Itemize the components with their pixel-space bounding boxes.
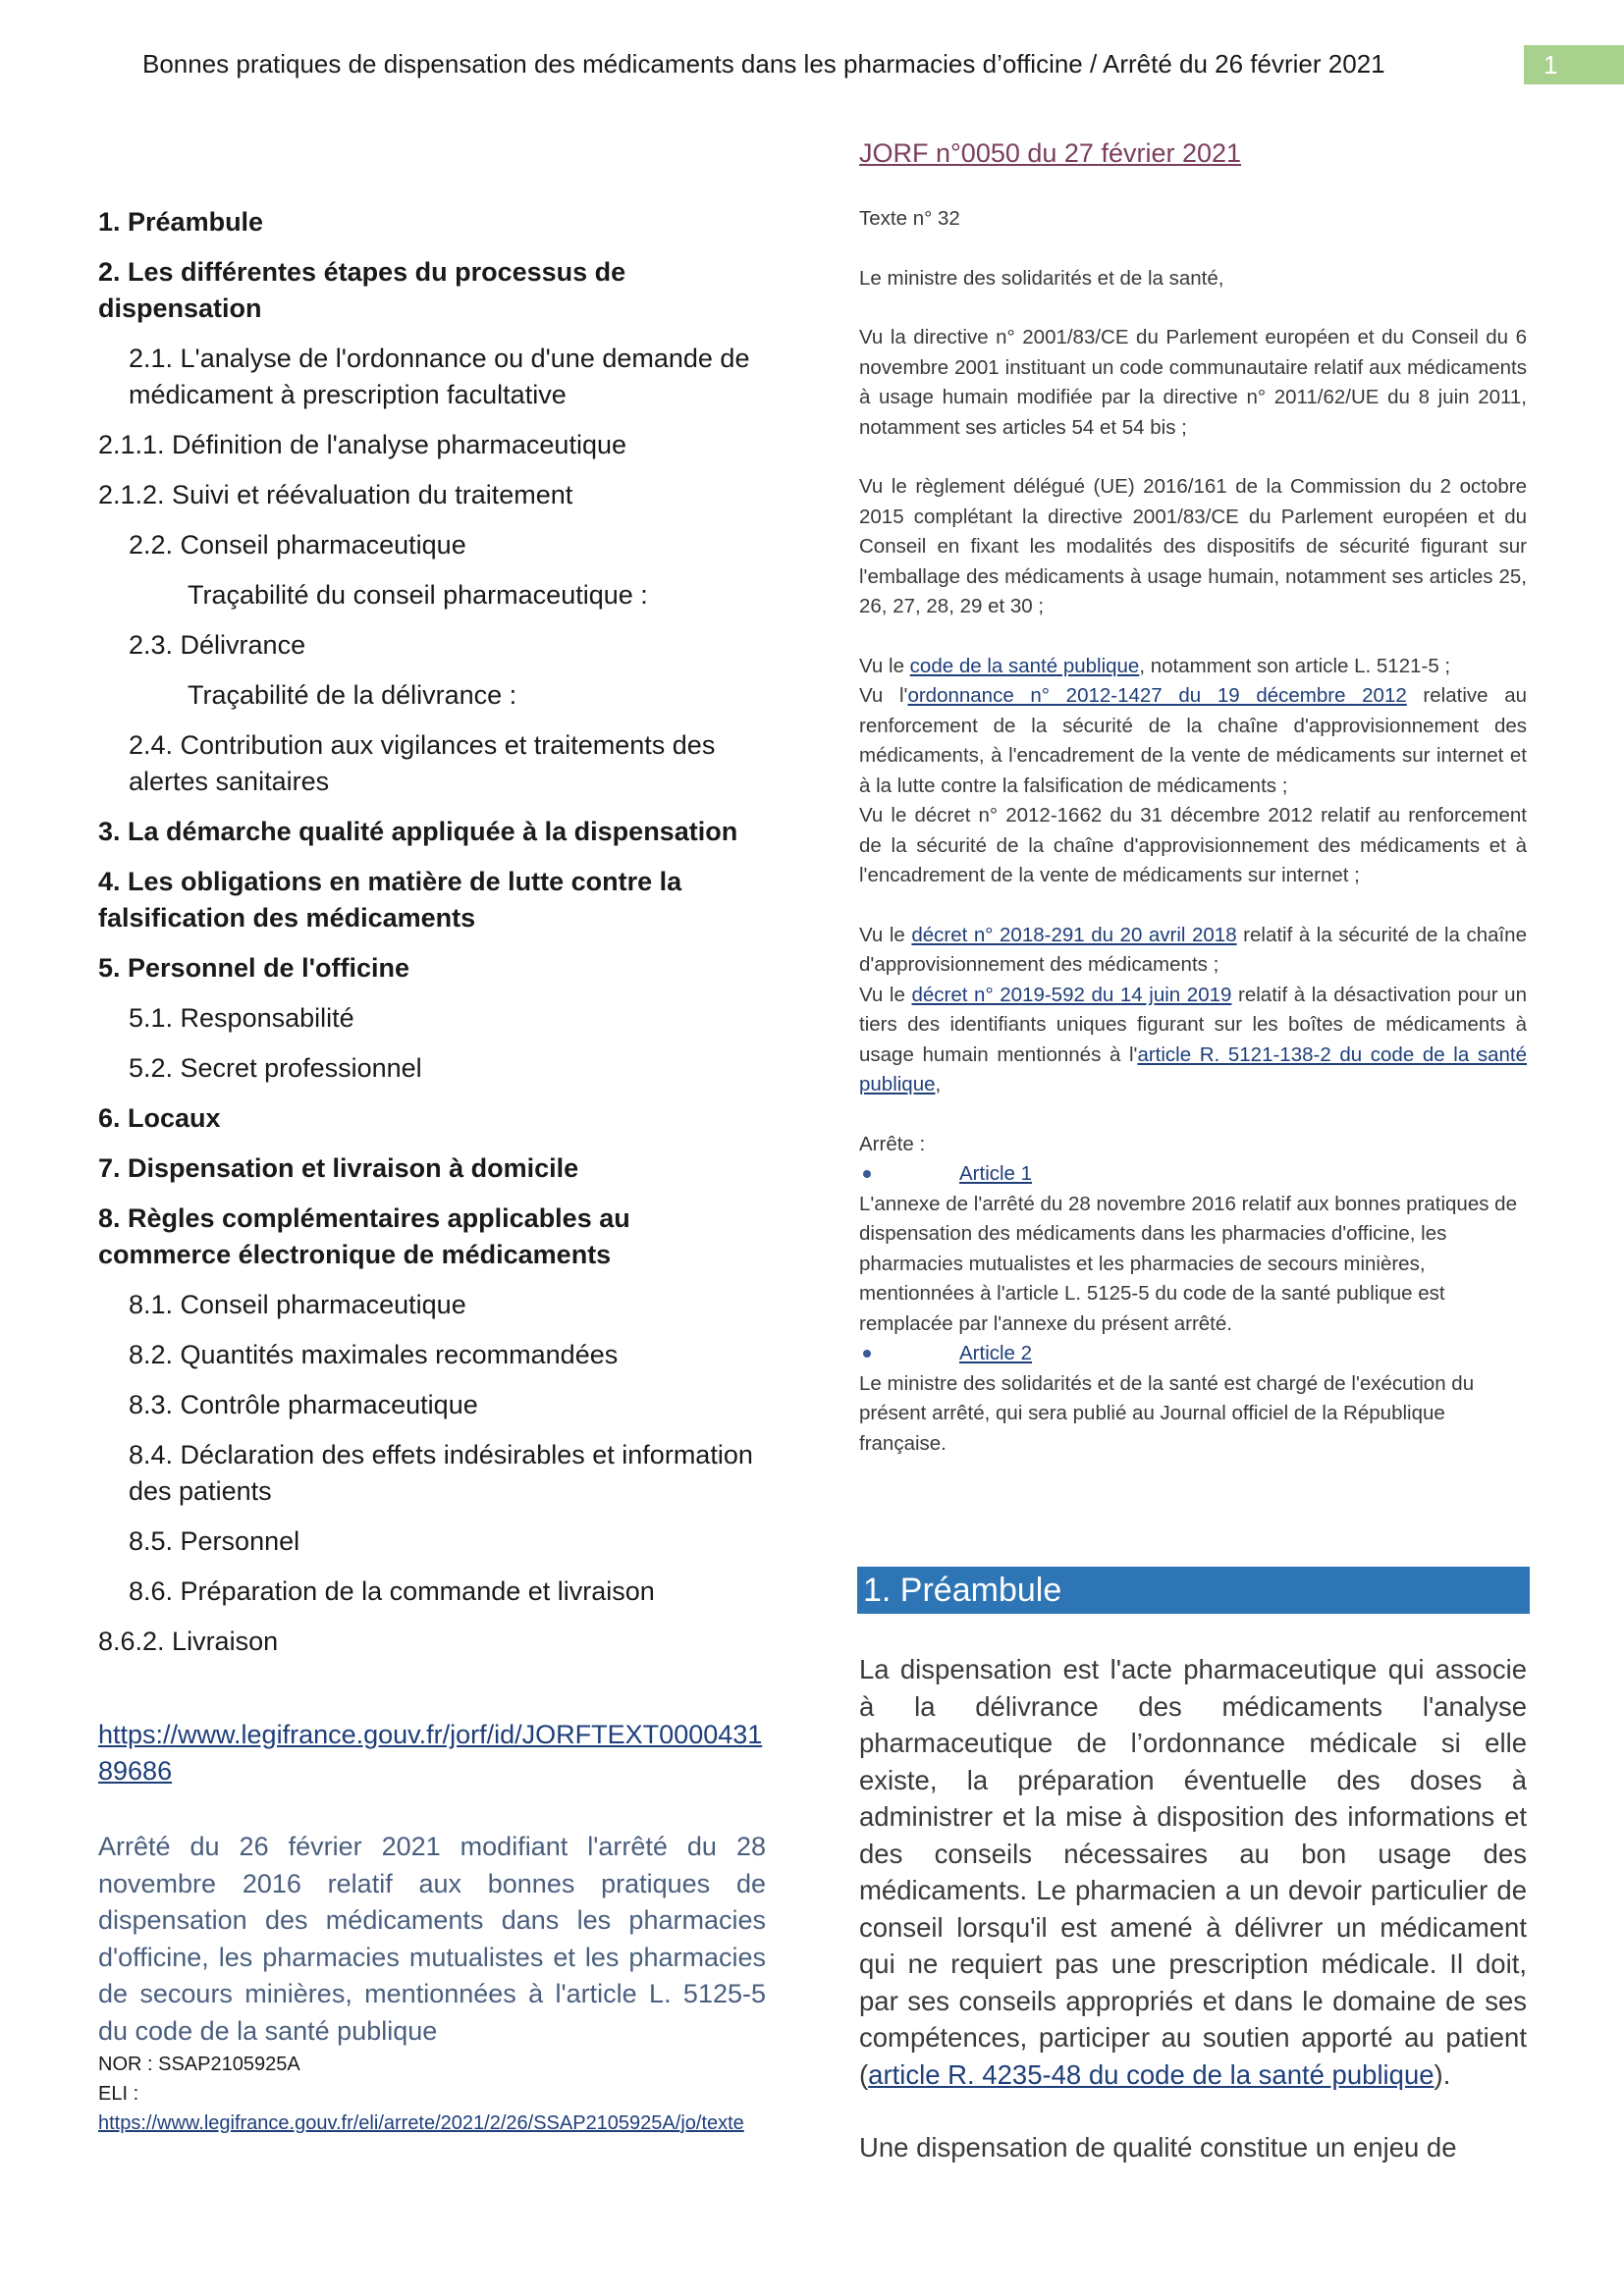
toc-item[interactable]: 2.4. Contribution aux vigilances et traitements des alertes sanitaires: [129, 730, 716, 796]
ministre-line: Le ministre des solidarités et de la santé,: [859, 266, 1224, 290]
toc-item[interactable]: 3. La démarche qualité appliquée à la dispensation: [98, 817, 738, 846]
paragraph-text: La dispensation est l'acte pharmaceutique qui associe à la délivrance des médicaments l'analyse pharmaceutique de l’ordonnance médicale si elle existe, la préparation éventuelle des doses à administrer et la mise à disposition des informations et des conseils nécessaires au bon usage des médicaments. Le pharmacien a un devoir particulier de conseil lorsqu'il est amené à délivrer un médicament qui ne requiert pas une prescription médicale. Il doit, par ses conseils appropriés et dans le domaine de ses compétences, participer au soutien apporté au patient (: [859, 1654, 1527, 2090]
toc-item[interactable]: 2.2. Conseil pharmaceutique: [129, 530, 466, 560]
toc-item[interactable]: 8.6.2. Livraison: [98, 1627, 279, 1656]
toc-item[interactable]: 2. Les différentes étapes du processus de dispensation: [98, 257, 626, 323]
article-1-link[interactable]: Article 1: [959, 1162, 1033, 1185]
page-number: 1: [1524, 45, 1624, 84]
article-2-row: [859, 1339, 1527, 1369]
left-column: [98, 204, 766, 2138]
toc-item[interactable]: 8.2. Quantités maximales recommandées: [129, 1340, 619, 1369]
vu-text: relatif à la désactivation pour un tiers des identifiants uniques figurant sur les boîtes de médicaments à usage humain mentionnés à l': [859, 983, 1527, 1066]
arrete-label: Arrête :: [859, 1132, 926, 1155]
toc-item[interactable]: 2.1.2. Suivi et réévaluation du traitement: [98, 480, 573, 509]
vu-decret-2012: Vu le décret n° 2012-1662 du 31 décembre 2012 relatif au renforcement de la sécurité de la chaîne d'approvisionnement des médicaments et à l'encadrement de la vente de médicaments sur internet ;: [859, 804, 1527, 886]
vu-code-sante: [859, 652, 1527, 682]
table-of-contents: [98, 204, 766, 1660]
running-header-title: Bonnes pratiques de dispensation des médicaments dans les pharmacies d’officine / Arrêté du 26 février 2021: [142, 49, 1385, 79]
toc-item[interactable]: 8.3. Contrôle pharmaceutique: [129, 1390, 478, 1419]
toc-item[interactable]: Traçabilité de la délivrance :: [188, 680, 517, 710]
toc-item[interactable]: 2.1. L'analyse de l'ordonnance ou d'une demande de médicament à prescription facultative: [129, 344, 750, 409]
vu-text: Vu le: [859, 983, 912, 1006]
vu-text: Vu l': [859, 684, 908, 707]
toc-item[interactable]: 8.6. Préparation de la commande et livraison: [129, 1576, 655, 1606]
jorf-heading[interactable]: JORF n°0050 du 27 février 2021: [859, 138, 1242, 168]
nor-reference: NOR : SSAP2105925A: [98, 2054, 300, 2075]
decret-2018-link[interactable]: décret n° 2018-291 du 20 avril 2018: [911, 923, 1237, 946]
vu-text: Vu le: [859, 923, 912, 946]
toc-item[interactable]: 5.2. Secret professionnel: [129, 1053, 422, 1083]
vu-decret-2018: [859, 921, 1527, 981]
section-heading-preambule: 1. Préambule: [857, 1567, 1530, 1614]
toc-item[interactable]: 8. Règles complémentaires applicables au commerce électronique de médicaments: [98, 1203, 630, 1269]
toc-item[interactable]: 6. Locaux: [98, 1103, 221, 1133]
eli-link[interactable]: https://www.legifrance.gouv.fr/eli/arrete/2021/2/26/SSAP2105925A/jo/texte: [98, 2112, 744, 2134]
article-1-text: L'annexe de l'arrêté du 28 novembre 2016 relatif aux bonnes pratiques de dispensation des médicaments dans les pharmacies d'officine, les pharmacies mutualistes et les pharmacies de secours minières, mentionnées à l'article L. 5125-5 du code de la santé publique est remplacée par l'annexe du présent arrêté.: [859, 1192, 1517, 1335]
vu-text: Vu le: [859, 654, 910, 677]
paragraph-text: ).: [1434, 2058, 1451, 2090]
right-column: [859, 135, 1527, 1459]
toc-item[interactable]: 8.4. Déclaration des effets indésirables et information des patients: [129, 1440, 753, 1506]
vu-text: ,: [935, 1073, 942, 1095]
legifrance-link-block: [98, 1717, 766, 1789]
decret-2019-link[interactable]: décret n° 2019-592 du 14 juin 2019: [911, 983, 1232, 1006]
preambule-paragraph-2: Une dispensation de qualité constitue un enjeu de: [859, 2132, 1457, 2163]
article-r4235-link[interactable]: article R. 4235-48 du code de la santé publique: [868, 2058, 1435, 2090]
vu-ordonnance: [859, 681, 1527, 801]
vu-text: , notamment son article L. 5121-5 ;: [1139, 654, 1451, 677]
article-1-row: [859, 1159, 1527, 1190]
vu-reglement: Vu le règlement délégué (UE) 2016/161 de la Commission du 2 octobre 2015 complétant la directive 2001/83/CE du Parlement européen et du Conseil en fixant les modalités des dispositifs de sécurité figurant sur l'emballage des médicaments à usage humain, notamment ses articles 25, 26, 27, 28, 29 et 30 ;: [859, 475, 1527, 617]
arrete-title: Arrêté du 26 février 2021 modifiant l'arrêté du 28 novembre 2016 relatif aux bonnes pratiques de dispensation des médicaments dans les pharmacies d'officine, les pharmacies mutualistes et les pharmacies de secours minières, mentionnées à l'article L. 5125-5 du code de la santé publique: [98, 1832, 766, 2046]
eli-link-block: [98, 2109, 766, 2138]
toc-item[interactable]: 5. Personnel de l'officine: [98, 953, 409, 983]
code-sante-link[interactable]: code de la santé publique: [909, 654, 1140, 677]
eli-label: ELI :: [98, 2083, 139, 2105]
toc-item[interactable]: 8.1. Conseil pharmaceutique: [129, 1290, 466, 1319]
vu-decret-2019: [859, 981, 1527, 1100]
article-2-text: Le ministre des solidarités et de la santé est chargé de l'exécution du présent arrêté, qui sera publié au Journal officiel de la République française.: [859, 1371, 1475, 1455]
toc-item[interactable]: 2.3. Délivrance: [129, 630, 306, 660]
preambule-paragraph-1: [859, 1651, 1527, 2093]
vu-directive: Vu la directive n° 2001/83/CE du Parlement européen et du Conseil du 6 novembre 2001 instituant un code communautaire relatif aux médicaments à usage humain modifiée par la directive n° 2011/62/UE du 8 juin 2011, notamment ses articles 54 et 54 bis ;: [859, 326, 1527, 439]
preambule-body: [859, 1651, 1527, 2203]
toc-item[interactable]: 8.5. Personnel: [129, 1526, 300, 1556]
legifrance-jorf-link[interactable]: https://www.legifrance.gouv.fr/jorf/id/JORFTEXT000043189686: [98, 1720, 763, 1786]
vu-text: relative au renforcement de la sécurité de la chaîne d'approvisionnement des médicaments, à l'encadrement de la vente de médicaments sur internet et à la lutte contre la falsification de médicaments ;: [859, 684, 1527, 797]
toc-item[interactable]: 1. Préambule: [98, 207, 264, 237]
toc-item[interactable]: Traçabilité du conseil pharmaceutique :: [188, 580, 648, 610]
vu-text: relatif à la sécurité de la chaîne d'approvisionnement des médicaments ;: [859, 923, 1527, 976]
article-r5121-link[interactable]: article R. 5121-138-2 du code de la santé publique: [859, 1042, 1527, 1095]
bullet-icon: [863, 1170, 871, 1178]
toc-item[interactable]: 7. Dispensation et livraison à domicile: [98, 1153, 579, 1183]
toc-item[interactable]: 4. Les obligations en matière de lutte contre la falsification des médicaments: [98, 867, 682, 933]
ordonnance-link[interactable]: ordonnance n° 2012-1427 du 19 décembre 2012: [907, 684, 1407, 707]
toc-item[interactable]: 5.1. Responsabilité: [129, 1003, 354, 1033]
article-2-link[interactable]: Article 2: [959, 1342, 1033, 1364]
texte-number: Texte n° 32: [859, 207, 960, 230]
bullet-icon: [863, 1350, 871, 1358]
toc-item[interactable]: 2.1.1. Définition de l'analyse pharmaceutique: [98, 430, 626, 459]
